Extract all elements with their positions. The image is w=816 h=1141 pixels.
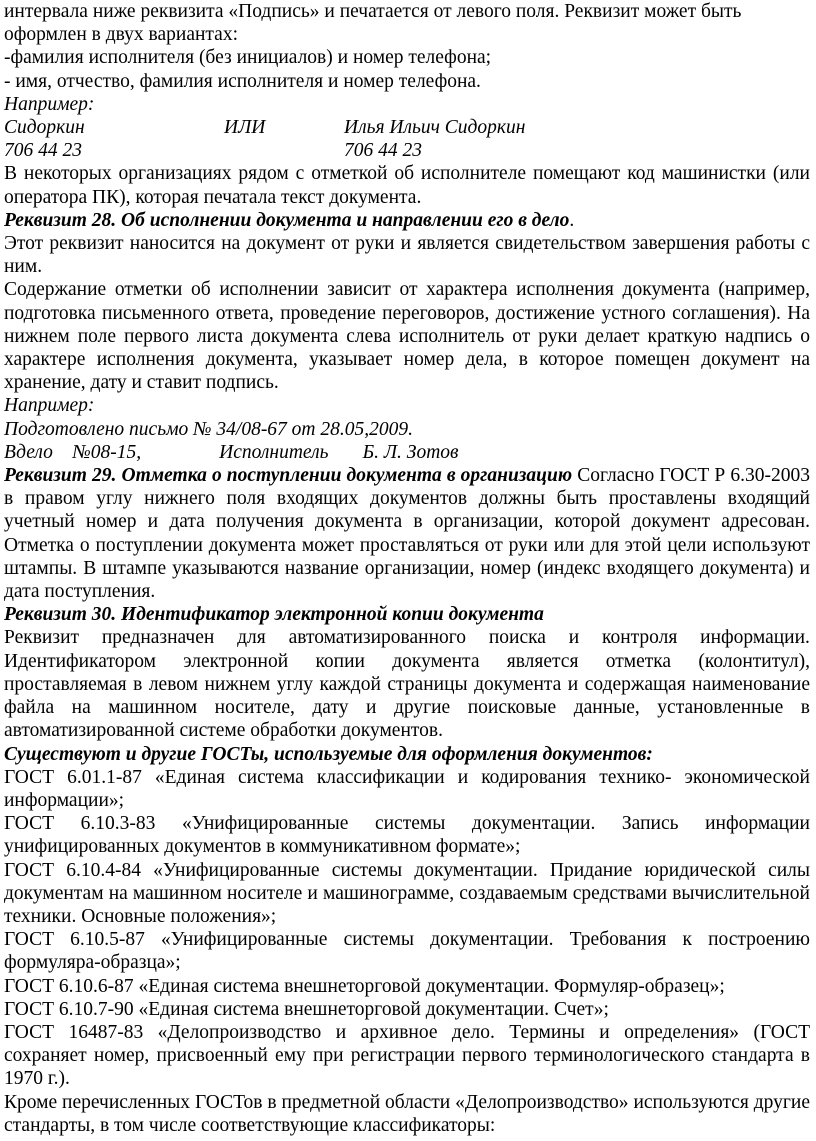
req30-heading: Реквизит 30. Идентификатор электронной копии документа: [4, 604, 544, 626]
req28-paragraph: Этот реквизит наносится на документ от руки и является свидетельством завершения работы с ним.: [4, 233, 810, 278]
word: (колонтитул),: [698, 650, 810, 672]
example-cell: Илья Ильич Сидоркин: [344, 117, 526, 139]
word: электронной: [183, 650, 289, 672]
word: для: [237, 627, 266, 649]
word: является: [506, 650, 579, 672]
example-row: [4, 116, 810, 139]
intro-line: оформлен в двух вариантах:: [4, 24, 239, 46]
closing-paragraph: Кроме перечисленных ГОСТов в предметной области «Делопроизводство» используются другие стандарты, в том числе соответствующие классификаторы:: [4, 1091, 810, 1136]
req29-heading: Реквизит 29. Отметка о поступлении документа в организацию: [4, 465, 573, 487]
typist-note: В некоторых организациях рядом с отметкой об исполнителе помещают код машинистки (или оператора ПК), которая печатала текст документа.: [4, 163, 810, 208]
example-label: Например:: [4, 395, 95, 417]
word: Реквизит: [4, 627, 80, 649]
word: информации.: [700, 627, 810, 649]
example-cell: ИЛИ: [224, 117, 266, 139]
req28-paragraph: Содержание отметки об исполнении зависит от характера исполнения документа (например, подготовка письменного ответа, проведение переговоров, достижение устного соглашения). На нижнем поле первого листа документа слева исполнитель от руки делает краткую надпись о характере исполнения документа, указывает номер дела, в которое помещен документ на хранение, дату и ставит подпись.: [4, 279, 810, 394]
gost-item: ГОСТ 6.10.6-87 «Единая система внешнеторговой документации. Формуляр-образец»;: [4, 975, 725, 997]
example-cell: 706 44 23: [4, 140, 82, 162]
gost-heading: Существуют и другие ГОСТы, используемые для оформления документов:: [4, 743, 653, 765]
req30-line: [4, 626, 810, 649]
word: автоматизированного: [288, 627, 467, 649]
gost-item: ГОСТ 6.01.1-87 «Единая система классификации и кодирования технико- экономической информации»;: [4, 766, 810, 811]
example-cell: [224, 139, 344, 162]
req29-paragraph: [4, 464, 810, 603]
gost-item: ГОСТ 6.10.5-87 «Унифицированные системы документации. Требования к построению формуляра-образца»;: [4, 929, 810, 974]
gost-item: ГОСТ 16487-83 «Делопроизводство и архивное дело. Термины и определения» (ГОСТ сохраняет номер, присвоенный ему при регистрации первого терминологического стандарта в 1970 г.).: [4, 1021, 810, 1090]
gost-item: ГОСТ 6.10.4-84 «Унифицированные системы документации. Придание юридической силы документам на машинном носителе и машинограмме, создаваемым средствами вычислительной техники. Основные положения»;: [4, 859, 810, 927]
req30-line: [4, 650, 810, 673]
example-row: [4, 139, 810, 162]
variant-item: - имя, отчество, фамилия исполнителя и номер телефона.: [4, 70, 481, 92]
word: копии: [315, 650, 365, 672]
req28-heading-line: [4, 209, 810, 232]
word: контроля: [601, 627, 678, 649]
example28-line: Подготовлено письмо № 34/08-67 от 28.05,2009.: [4, 418, 414, 440]
example28-line: Вдело №08-15, Исполнитель Б. Л. Зотов: [4, 441, 459, 463]
word: документа: [392, 650, 480, 672]
req30-paragraph: проставляемая в левом нижнем углу каждой страницы документа и содержащая наименование файла на машинном носителе, дату и другие поисковые данные, установленные в автоматизированной системе обработки документов.: [4, 673, 810, 742]
word: предназначен: [101, 627, 215, 649]
example-label: Например:: [4, 93, 95, 115]
word: Идентификатором: [4, 650, 156, 672]
word: отметка: [605, 650, 672, 672]
req28-heading-tail: .: [569, 209, 575, 231]
word: и: [568, 627, 580, 649]
gost-item: ГОСТ 6.10.3-83 «Унифицированные системы документации. Запись информации унифицированных документов в коммуникативном формате»;: [4, 813, 810, 858]
gost-item: ГОСТ 6.10.7-90 «Единая система внешнеторговой документации. Счет»;: [4, 998, 609, 1020]
intro-line: интервала ниже реквизита «Подпись» и печатается от левого поля. Реквизит может быть: [4, 1, 742, 22]
example-cell: 706 44 23: [344, 140, 422, 162]
req28-heading: Реквизит 28. Об исполнении документа и направлении его в дело: [4, 209, 570, 231]
example-cell: Сидоркин: [4, 117, 85, 139]
req29-text: Согласно ГОСТ Р 6.30-2003 в правом углу нижнего поля входящих документов должны быть проставлены входящий учетный номер и дата получения документа в организации, которой документ адресован. Отметка о поступлении документа может проставляться от руки или для этой цели используют штампы. В штампе указываются название организации, номер (индекс входящего документа) и дата поступления.: [4, 465, 811, 603]
word: поиска: [488, 627, 546, 649]
variant-item: -фамилия исполнителя (без инициалов) и номер телефона;: [4, 47, 492, 69]
